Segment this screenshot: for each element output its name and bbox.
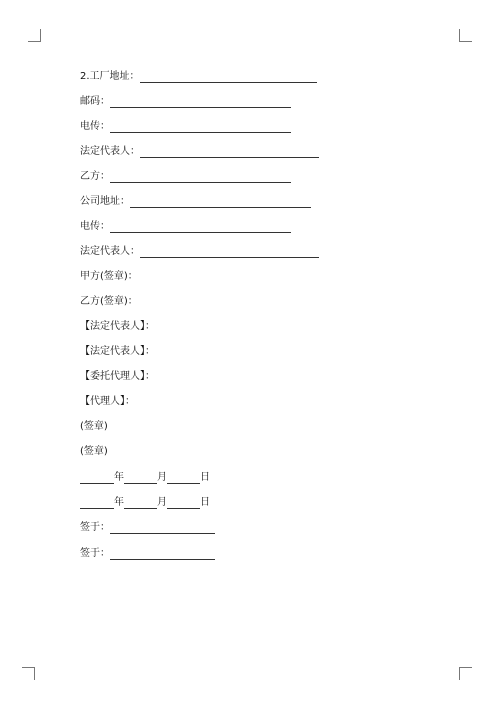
day-blank-1[interactable] <box>167 473 200 484</box>
agent-line <box>80 396 135 408</box>
month-blank-1[interactable] <box>124 473 157 484</box>
bottom-left-crop-mark <box>22 667 35 680</box>
year-blank-1[interactable] <box>80 473 114 484</box>
seal-label-2: (签章) <box>80 446 108 457</box>
fax-line-2 <box>80 221 291 233</box>
company-address-line <box>80 196 311 208</box>
fax-line-1 <box>80 121 291 133</box>
party-a-seal-label: 甲方(签章)： <box>80 271 138 282</box>
signed-at-line-1 <box>80 522 215 534</box>
day-blank-2[interactable] <box>167 498 200 509</box>
fax-blank-1[interactable] <box>110 122 291 133</box>
legal-rep-line-2 <box>80 246 319 258</box>
legal-rep-label-2: 法定代表人： <box>80 246 140 257</box>
seal-label-1: (签章) <box>80 421 108 432</box>
signed-at-blank-1[interactable] <box>110 523 215 534</box>
party-b-line <box>80 171 291 183</box>
date-line-2 <box>80 497 210 509</box>
fax-label-2: 电传： <box>80 221 110 232</box>
legal-rep-b-label: 【法定代表人】： <box>80 346 155 357</box>
month-label-2: 月 <box>157 497 167 508</box>
fax-label-1: 电传： <box>80 121 110 132</box>
signed-at-label-1: 签于： <box>80 522 110 533</box>
seal-line-2 <box>80 446 108 458</box>
party-a-seal-line <box>80 271 138 283</box>
legal-rep-a-label: 【法定代表人】： <box>80 321 155 332</box>
seal-line-1 <box>80 421 108 433</box>
month-label-1: 月 <box>157 472 167 483</box>
top-left-crop-mark <box>28 29 41 42</box>
bottom-right-crop-mark <box>459 667 472 680</box>
year-blank-2[interactable] <box>80 498 114 509</box>
fax-blank-2[interactable] <box>110 222 291 233</box>
factory-address-blank[interactable] <box>140 72 317 83</box>
legal-rep-blank-1[interactable] <box>140 147 319 158</box>
legal-rep-label-1: 法定代表人： <box>80 146 140 157</box>
legal-rep-b-line <box>80 346 155 358</box>
signed-at-blank-2[interactable] <box>110 549 215 560</box>
top-right-crop-mark <box>459 29 472 42</box>
company-address-label: 公司地址： <box>80 196 130 207</box>
party-b-blank[interactable] <box>110 172 291 183</box>
party-b-seal-line <box>80 296 138 308</box>
postcode-blank[interactable] <box>110 97 291 108</box>
entrusted-agent-line <box>80 371 155 383</box>
day-label-1: 日 <box>200 472 210 483</box>
signed-at-line-2 <box>80 548 215 560</box>
party-b-label: 乙方： <box>80 171 110 182</box>
company-address-blank[interactable] <box>130 197 311 208</box>
party-b-seal-label: 乙方(签章)： <box>80 296 138 307</box>
entrusted-agent-label: 【委托代理人】： <box>80 371 155 382</box>
factory-address-label: 2.工厂地址： <box>80 71 140 82</box>
month-blank-2[interactable] <box>124 498 157 509</box>
postcode-line <box>80 96 291 108</box>
year-label-1: 年 <box>114 472 124 483</box>
agent-label: 【代理人】： <box>80 396 135 407</box>
day-label-2: 日 <box>200 497 210 508</box>
postcode-label: 邮码： <box>80 96 110 107</box>
legal-rep-a-line <box>80 321 155 333</box>
factory-address-line <box>80 71 317 83</box>
legal-rep-line-1 <box>80 146 319 158</box>
legal-rep-blank-2[interactable] <box>140 247 319 258</box>
date-line-1 <box>80 472 210 484</box>
signed-at-label-2: 签于： <box>80 548 110 559</box>
year-label-2: 年 <box>114 497 124 508</box>
